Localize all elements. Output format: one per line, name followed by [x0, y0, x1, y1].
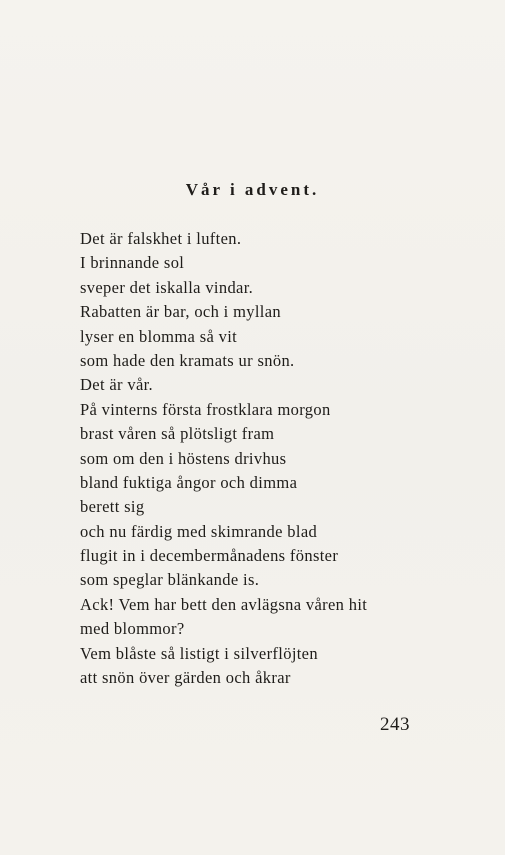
- poem-line: som hade den kramats ur snön.: [80, 350, 295, 370]
- poem-line: Vem blåste så listigt i silverflöjten: [80, 643, 318, 663]
- poem-line: som om den i höstens drivhus: [80, 448, 287, 468]
- poem-line: I brinnande sol: [80, 253, 185, 273]
- poem-body: [80, 227, 440, 690]
- poem-line: lyser en blomma så vit: [80, 326, 238, 346]
- poem-line: brast våren så plötsligt fram: [80, 424, 275, 444]
- poem-line: att snön över gärden och åkrar: [80, 668, 291, 688]
- poem-line: berett sig: [80, 497, 145, 517]
- poem-line: med blommor?: [80, 619, 185, 639]
- page-number: 243: [380, 714, 410, 735]
- poem-line: Det är vår.: [80, 375, 154, 395]
- poem-title: Vår i advent.: [185, 180, 320, 199]
- poem-line: som speglar blänkande is.: [80, 570, 260, 590]
- poem-line: Det är falskhet i luften.: [80, 229, 242, 248]
- poem-line: flugit in i decembermånadens fönster: [80, 546, 339, 566]
- poem-line: bland fuktiga ångor och dimma: [80, 472, 298, 492]
- poem-line: Ack! Vem har bett den avlägsna våren hit: [80, 594, 368, 614]
- poem-line: Rabatten är bar, och i myllan: [80, 302, 282, 322]
- poem-line: På vinterns första frostklara morgon: [80, 399, 331, 419]
- poem-line: sveper det iskalla vindar.: [80, 277, 254, 297]
- poem-line: och nu färdig med skimrande blad: [80, 521, 318, 541]
